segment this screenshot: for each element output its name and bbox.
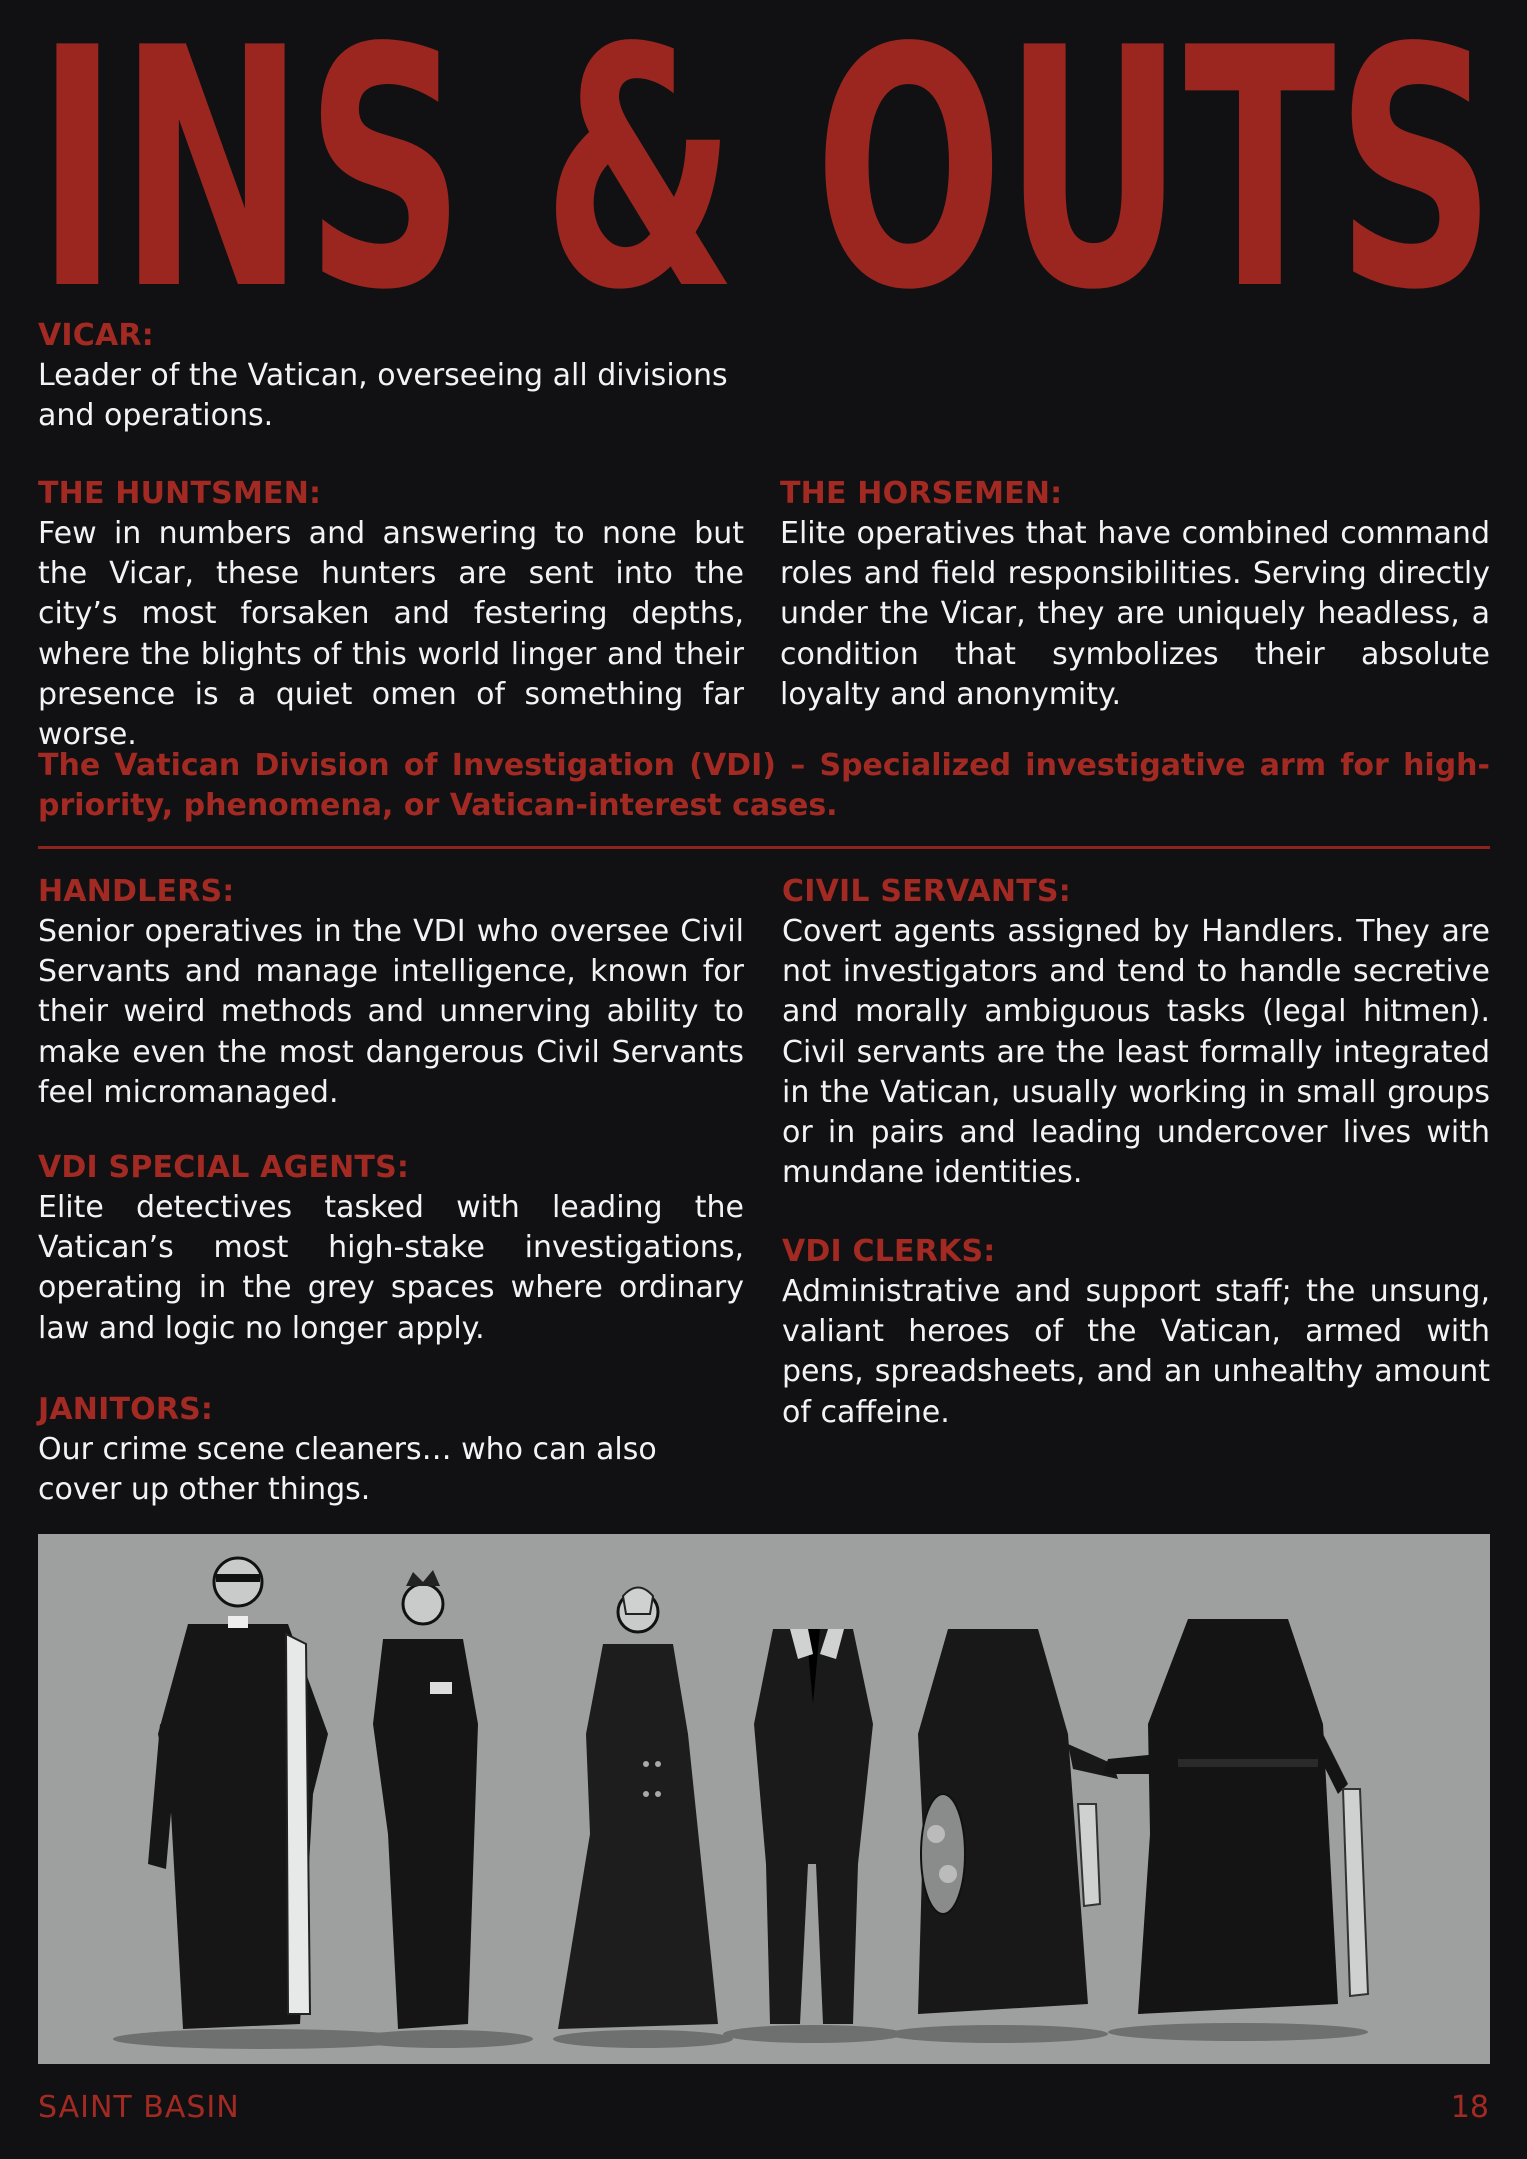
character-lineup-illustration bbox=[38, 1534, 1490, 2064]
civil-servants-heading: CIVIL SERVANTS: bbox=[782, 874, 1071, 909]
handlers-heading: HANDLERS: bbox=[38, 874, 235, 909]
horsemen-text: Elite operatives that have combined command roles and field responsibilities. Serving directly under the Vicar, they are uniquely headless, a condition that symbolizes their absolute loyalty and anonymity. bbox=[780, 516, 1490, 712]
janitors-heading: JANITORS: bbox=[38, 1392, 214, 1427]
page-title-text: INS & OUTS bbox=[36, 8, 1496, 308]
handler-figure bbox=[558, 1588, 718, 2030]
janitors-section bbox=[38, 1390, 744, 1510]
page-title bbox=[36, 8, 1496, 308]
civil-servants-section bbox=[782, 872, 1490, 1193]
horseman-figure-2 bbox=[918, 1629, 1118, 2014]
special-agents-heading: VDI SPECIAL AGENTS: bbox=[38, 1150, 410, 1185]
handlers-section bbox=[38, 872, 744, 1113]
huntsmen-text: Few in numbers and answering to none but the Vicar, these hunters are sent into the city’s most forsaken and festering depths, where the blights of this world linger and their presence is a quiet omen of something far worse. bbox=[38, 516, 744, 753]
publication-name: SAINT BASIN bbox=[38, 2090, 240, 2125]
horseman-figure-1 bbox=[754, 1629, 873, 2024]
special-agents-section bbox=[38, 1148, 744, 1349]
character-lineup-drawing bbox=[38, 1534, 1490, 2064]
janitors-text: Our crime scene cleaners… who can also cover up other things. bbox=[38, 1432, 657, 1508]
vicar-text: Leader of the Vatican, overseeing all divisions and operations. bbox=[38, 358, 728, 434]
clerks-section bbox=[782, 1232, 1490, 1433]
horsemen-heading: THE HORSEMEN: bbox=[780, 476, 1063, 511]
horsemen-section bbox=[780, 474, 1490, 715]
huntsmen-heading: THE HUNTSMEN: bbox=[38, 476, 322, 511]
huntsman-figure bbox=[373, 1570, 478, 2029]
civil-servants-text: Covert agents assigned by Handlers. They are not investigators and tend to handle secretive and morally ambiguous tasks (legal hitmen). Civil servants are the least formally integrated in the Vatican, usually working in small groups or in pairs and leading undercover lives with mundane identities. bbox=[782, 914, 1490, 1191]
vicar-figure bbox=[148, 1558, 328, 2029]
vicar-section bbox=[38, 316, 744, 436]
section-divider bbox=[38, 846, 1490, 849]
huntsmen-section bbox=[38, 474, 744, 755]
horseman-figure-3 bbox=[1103, 1619, 1368, 2014]
vicar-heading: VICAR: bbox=[38, 318, 154, 353]
vdi-banner: The Vatican Division of Investigation (VDI) – Specialized investigative arm for high-priority, phenomena, or Vatican-interest cases. bbox=[38, 748, 1490, 823]
handlers-text: Senior operatives in the VDI who oversee Civil Servants and manage intelligence, known for their weird methods and unnerving ability to make even the most dangerous Civil Servants feel micromanaged. bbox=[38, 914, 744, 1110]
clerks-text: Administrative and support staff; the unsung, valiant heroes of the Vatican, armed with pens, spreadsheets, and an unhealthy amount of caffeine. bbox=[782, 1274, 1490, 1430]
clerks-heading: VDI CLERKS: bbox=[782, 1234, 996, 1269]
special-agents-text: Elite detectives tasked with leading the Vatican’s most high-stake investigations, operating in the grey spaces where ordinary law and logic no longer apply. bbox=[38, 1190, 744, 1346]
page-number: 18 bbox=[1450, 2090, 1489, 2125]
